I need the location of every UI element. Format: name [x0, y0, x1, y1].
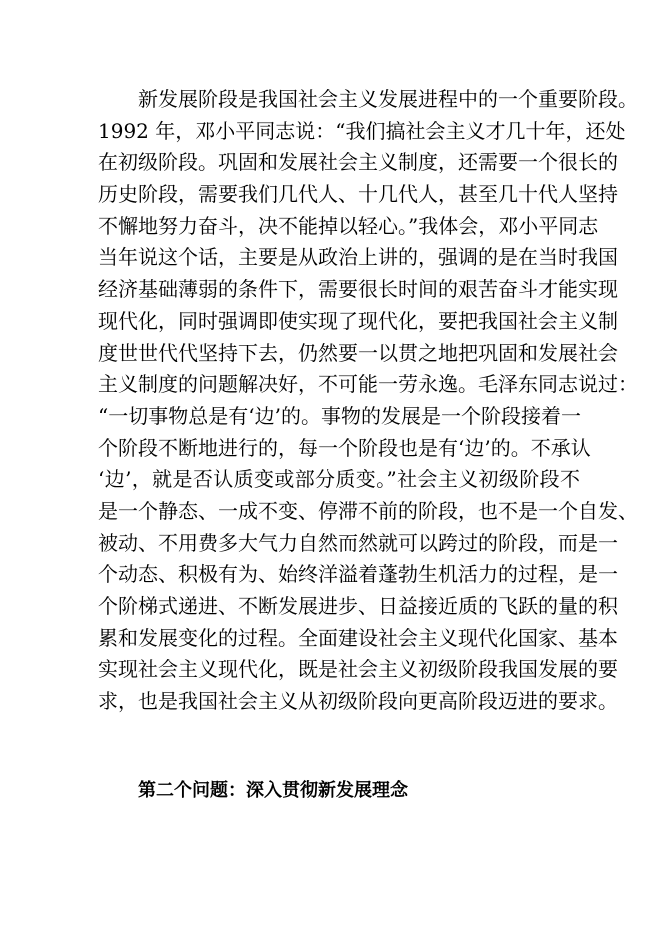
paragraph-line-4: 历史阶段，需要我们几代人、十几代人，甚至几十代人坚持: [98, 182, 618, 207]
paragraph-line-19: 实现社会主义现代化，既是社会主义初级阶段我国发展的要: [98, 657, 618, 682]
body-paragraph: [98, 84, 638, 718]
paragraph-line-3: 在初级阶段。巩固和发展社会主义制度，还需要一个很长的: [98, 150, 618, 175]
paragraph-line-12: 个阶段不断地进行的，每一个阶段也是有‘边’的。不承认: [98, 435, 591, 460]
paragraph-line-10: 主义制度的问题解决好，不可能一劳永逸。毛泽东同志说过：: [98, 372, 638, 397]
paragraph-line-16: 个动态、积极有为、始终洋溢着蓬勃生机活力的过程，是一: [98, 562, 618, 587]
paragraph-line-11: “一切事物总是有‘边’的。事物的发展是一个阶段接着一: [98, 403, 581, 428]
paragraph-line-18: 累和发展变化的过程。全面建设社会主义现代化国家、基本: [98, 625, 618, 650]
paragraph-line-15: 被动、不用费多大气力自然而然就可以跨过的阶段，而是一: [98, 530, 618, 555]
paragraph-line-5: 不懈地努力奋斗，决不能掉以轻心。”我体会，邓小平同志: [98, 213, 599, 238]
paragraph-line-14: 是一个静态、一成不变、停滞不前的阶段，也不是一个自发、: [98, 498, 638, 523]
paragraph-line-6: 当年说这个话，主要是从政治上讲的，强调的是在当时我国: [98, 245, 618, 270]
paragraph-line-9: 度世世代代坚持下去，仍然要一以贯之地把巩固和发展社会: [98, 340, 618, 365]
paragraph-line-17: 个阶梯式递进、不断发展进步、日益接近质的飞跃的量的积: [98, 594, 618, 618]
paragraph-line-20: 求，也是我国社会主义从初级阶段向更高阶段迈进的要求。: [98, 689, 618, 714]
paragraph-line-1: 新发展阶段是我国社会主义发展进程中的一个重要阶段。: [138, 87, 638, 111]
section-heading: 第二个问题：深入贯彻新发展理念: [138, 780, 408, 801]
paragraph-line-13: ‘边’，就是否认质变或部分质变。”社会主义初级阶段不: [98, 467, 580, 492]
paragraph-line-7: 经济基础薄弱的条件下，需要很长时间的艰苦奋斗才能实现: [98, 277, 618, 302]
paragraph-line-2: 1992 年，邓小平同志说：“我们搞社会主义才几十年，还处: [98, 118, 626, 143]
paragraph-line-8: 现代化，同时强调即使实现了现代化，要把我国社会主义制: [98, 308, 618, 333]
